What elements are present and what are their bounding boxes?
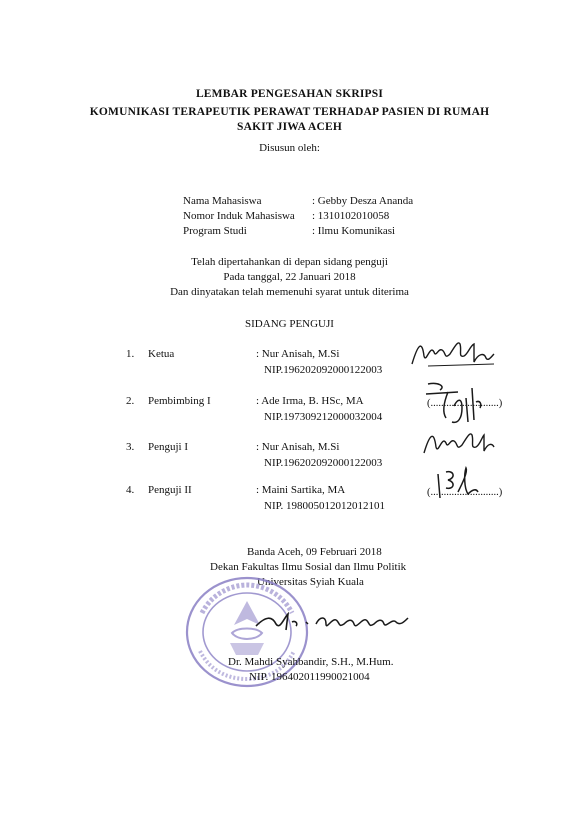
signature-dean — [246, 604, 421, 636]
defense-line3: Dan dinyatakan telah memenuhi syarat untuk diterima — [170, 286, 409, 298]
committee-number: 2. — [126, 395, 135, 407]
thesis-title-line1: KOMUNIKASI TERAPEUTIK PERAWAT TERHADAP PASIEN DI RUMAH — [89, 106, 490, 118]
dean-name: Dr. Mahdi Syahbandir, S.H., M.Hum. — [228, 656, 394, 668]
committee-nip: NIP. 198005012012012101 — [264, 500, 386, 512]
approval-institution: Universitas Syiah Kuala — [257, 576, 364, 588]
committee-number: 1. — [126, 348, 135, 360]
defense-date: Pada tanggal, 22 Januari 2018 — [223, 271, 356, 283]
signature-pembimbing — [418, 378, 488, 428]
student-id-value: : 1310102010058 — [312, 210, 390, 222]
study-program-label: Program Studi — [183, 225, 247, 237]
committee-number: 4. — [126, 484, 135, 496]
committee-number: 3. — [126, 441, 135, 453]
signature-placeholder: (..........................) — [427, 398, 503, 409]
committee-nip: NIP.196202092000122003 — [264, 457, 383, 469]
document-title: LEMBAR PENGESAHAN SKRIPSI — [195, 88, 384, 100]
compiled-by-label: Disusun oleh: — [259, 142, 320, 154]
committee-nip: NIP.197309212000032004 — [264, 411, 383, 423]
committee-name: : Maini Sartika, MA — [256, 484, 346, 496]
dean-nip: NIP. 196402011990021004 — [249, 671, 370, 683]
committee-role: Penguji I — [148, 441, 189, 453]
defense-line1: Telah dipertahankan di depan sidang penguji — [191, 256, 388, 268]
student-name-label: Nama Mahasiswa — [183, 195, 262, 207]
committee-name: : Ade Irma, B. HSc, MA — [256, 395, 364, 407]
approval-position: Dekan Fakultas Ilmu Sosial dan Ilmu Politik — [210, 561, 407, 573]
committee-role: Pembimbing I — [148, 395, 211, 407]
committee-name: : Nur Anisah, M.Si — [256, 348, 340, 360]
student-id-label: Nomor Induk Mahasiswa — [183, 210, 295, 222]
thesis-title-line2: SAKIT JIWA ACEH — [236, 121, 343, 133]
student-name-value: : Gebby Desza Ananda — [312, 195, 414, 207]
study-program-value: : Ilmu Komunikasi — [312, 225, 396, 237]
committee-nip: NIP.196202092000122003 — [264, 364, 383, 376]
signature-penguji-1 — [420, 425, 500, 459]
signature-placeholder: (..........................) — [427, 487, 503, 498]
committee-name: : Nur Anisah, M.Si — [256, 441, 340, 453]
signature-ketua — [408, 334, 498, 370]
committee-role: Ketua — [148, 348, 175, 360]
approval-place-date: Banda Aceh, 09 Februari 2018 — [247, 546, 382, 558]
signature-penguji-2 — [432, 464, 482, 502]
committee-role: Penguji II — [148, 484, 192, 496]
committee-title: SIDANG PENGUJI — [245, 318, 334, 330]
